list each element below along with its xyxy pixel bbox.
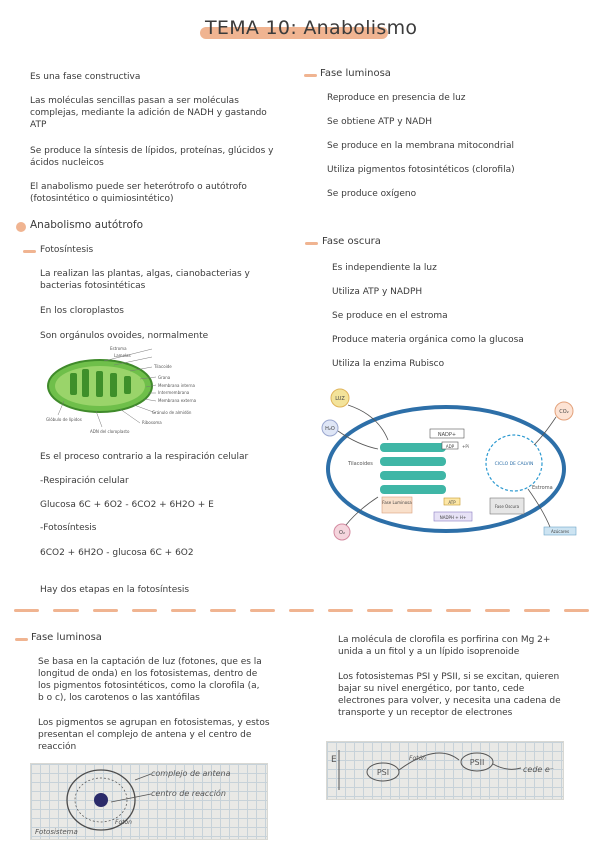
luminosa-item-5: Se produce oxígeno <box>327 189 417 199</box>
process-line-3: Glucosa 6C + 6O2 - 6CO2 + 6H2O + E <box>40 500 214 510</box>
heading-fase-luminosa: Fase luminosa <box>320 68 391 79</box>
label-nadp: NADP+ <box>437 432 457 438</box>
intro-line-1: Es una fase constructiva <box>30 72 141 82</box>
label-granulo: Gránulo de almidón <box>152 410 192 415</box>
label-fase-oscura-diagram: Fase Oscura <box>494 504 520 509</box>
label-atp: ATP <box>448 500 456 505</box>
heading-fase-oscura: Fase oscura <box>322 236 381 247</box>
fotosintesis-line-1: La realizan las plantas, algas, cianobacterias y bacterias fotosintéticas <box>40 269 250 291</box>
label-adn: ADN del cloroplasto <box>90 429 130 434</box>
intro-line-2: Las moléculas sencillas pasan a ser moléculas complejas, mediante la adición de NADH y gastando ATP <box>30 96 267 130</box>
label-estroma-diagram: Estroma <box>532 485 553 491</box>
luminosa-item-1: Reproduce en presencia de luz <box>327 93 466 103</box>
label-intermembrana: Intermembrana <box>158 390 190 395</box>
handwritten-photo-psi-psii <box>326 741 564 800</box>
label-membrana-externa: Membrana externa <box>158 398 197 403</box>
label-h2o: H₂O <box>325 426 335 432</box>
process-line-6: Hay dos etapas en la fotosíntesis <box>40 585 190 595</box>
label-ribosoma: Ribosoma <box>142 420 162 425</box>
label-adp: ADP <box>445 444 455 449</box>
label-o2: O₂ <box>339 530 345 536</box>
label-complejo-antena: complejo de antena <box>151 769 231 778</box>
bullet-dash <box>23 250 36 253</box>
fotosintesis-line-2: En los cloroplastos <box>40 306 124 316</box>
label-lamelas: Lamelas <box>114 353 131 358</box>
luminosa-item-3: Se produce en la membrana mitocondrial <box>327 141 515 151</box>
process-line-5: 6CO2 + 6H2O - glucosa 6C + 6O2 <box>40 548 194 558</box>
oscura-item-1: Es independiente la luz <box>332 263 437 273</box>
label-luz: LUZ <box>335 396 345 402</box>
label-foton: Fotón <box>115 819 132 826</box>
fotosintesis-line-3: Son orgánulos ovoides, normalmente <box>40 331 209 341</box>
oscura-item-5: Utiliza la enzima Rubisco <box>332 359 445 369</box>
heading-fotosintesis: Fotosíntesis <box>40 245 94 255</box>
label-co2: CO₂ <box>559 409 569 415</box>
bullet-dash <box>15 638 28 641</box>
label-globulo: Glóbulo de lípidos <box>46 417 82 422</box>
label-psi: PSI <box>376 768 390 777</box>
bullet-dash <box>305 242 318 245</box>
label-foton-right: Fotón <box>409 755 426 762</box>
label-estroma: Estroma <box>110 346 127 351</box>
intro-line-4: El anabolismo puede ser heterótrofo o autótrofo (fotosintético o quimiosintético) <box>30 182 247 204</box>
process-line-4: -Fotosíntesis <box>40 523 97 533</box>
label-azucares: Azúcares <box>550 529 570 534</box>
page-title: TEMA 10: Anabolismo <box>205 17 418 39</box>
label-ciclo-calvin: CICLO DE CALVIN <box>494 462 534 467</box>
handwritten-photo-fotosistema <box>30 763 268 840</box>
bottom-left-paragraph-2: Los pigmentos se agrupan en fotosistemas, y estos presentan el complejo de antena y el centro de reacción <box>38 718 270 752</box>
label-psii: PSII <box>469 758 485 767</box>
bottom-left-paragraph-1: Se basa en la captación de luz (fotones, que es la longitud de onda) en los fotosistemas, dentro de los pigmentos fotosintéticos, como la clorofila (a, b o c), los carotenos o las xantófilas <box>38 657 262 703</box>
process-line-2: -Respiración celular <box>40 476 129 486</box>
bottom-right-paragraph-1: La molécula de clorofila es porfirina con Mg 2+ unida a un fitol y a un lípido isoprenoide <box>338 635 551 657</box>
oscura-item-3: Se produce en el estroma <box>332 311 448 321</box>
photosynthesis-diagram <box>318 385 580 545</box>
label-e: E <box>331 755 337 765</box>
label-pi: +Pi <box>462 444 469 449</box>
label-membrana-interna: Membrana interna <box>158 383 195 388</box>
bullet-dot <box>16 222 26 232</box>
label-fotosistema: Fotosistema <box>35 828 78 836</box>
label-tilacoide: Tilacoide <box>154 364 172 369</box>
section-divider <box>14 609 589 613</box>
label-nadph: NADPH + H+ <box>439 515 467 520</box>
bottom-right-paragraph-2: Los fotosistemas PSI y PSII, si se excitan, quieren bajar su nivel energético, por tanto, cede electrones para volver, y necesita una cadena de transporte y un receptor de electrones <box>338 672 561 718</box>
label-fase-luminosa-diagram: Fase Luminosa <box>382 500 412 505</box>
intro-line-3: Se produce la síntesis de lípidos, proteínas, glúcidos y ácidos nucleicos <box>30 146 274 168</box>
bullet-dash <box>304 74 317 77</box>
heading-anabolismo-autotrofo: Anabolismo autótrofo <box>30 219 144 231</box>
luminosa-item-4: Utiliza pigmentos fotosintéticos (clorofila) <box>327 165 515 175</box>
oscura-item-2: Utiliza ATP y NADPH <box>332 287 423 297</box>
luminosa-item-2: Se obtiene ATP y NADH <box>327 117 433 127</box>
label-grana: Grana <box>158 375 171 380</box>
label-cede-e: cede e⁻ <box>523 765 555 774</box>
label-tilacoides: Tilacoides <box>348 461 373 467</box>
label-centro-reaccion: centro de reacción <box>151 789 226 798</box>
oscura-item-4: Produce materia orgánica como la glucosa <box>332 335 524 345</box>
chloroplast-diagram <box>44 343 214 436</box>
heading-fase-luminosa-bottom: Fase luminosa <box>31 632 102 643</box>
process-line-1: Es el proceso contrario a la respiración celular <box>40 452 249 462</box>
